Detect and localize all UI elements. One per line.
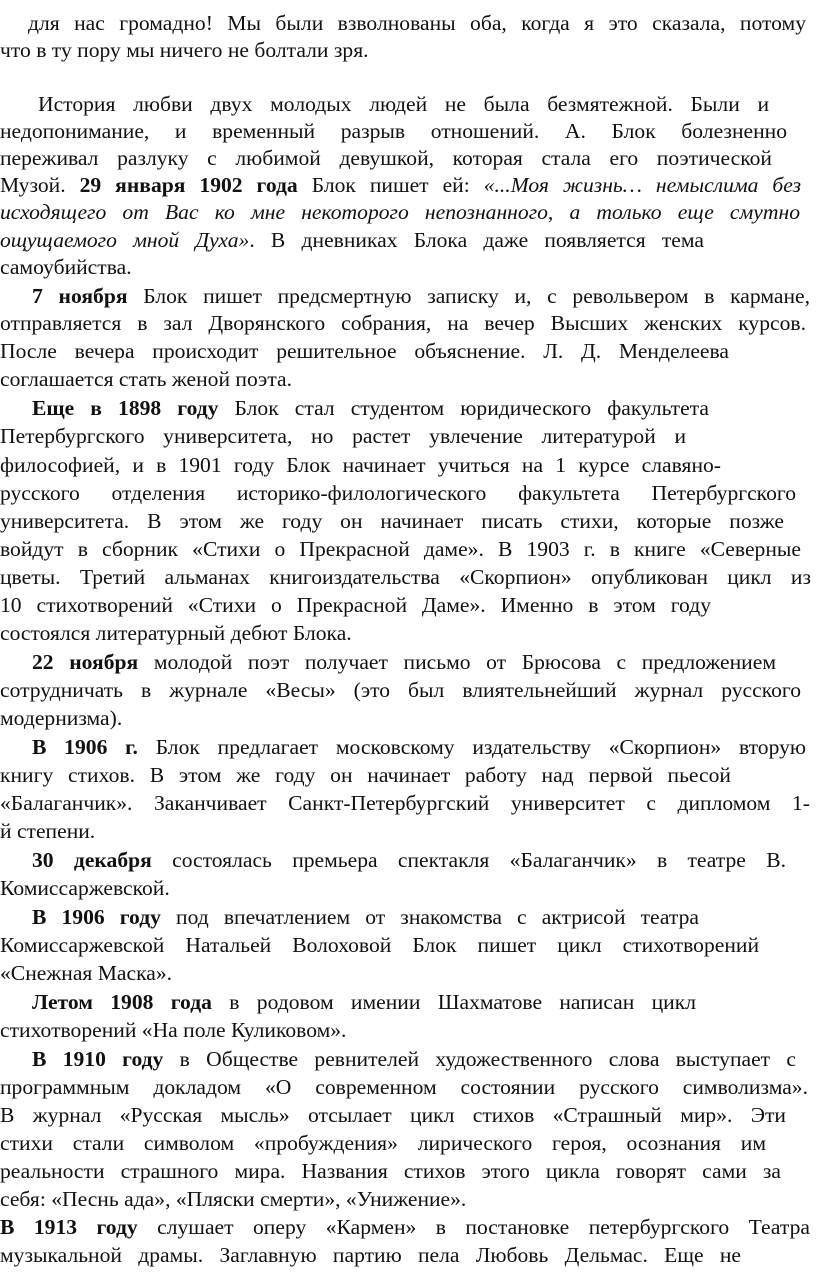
bold-date-text: 7 ноября <box>32 284 128 308</box>
text-line <box>0 452 816 479</box>
text-line <box>0 118 816 145</box>
body-text: в родовом имении Шахматове написан цикл <box>211 990 697 1014</box>
body-text: Музой. <box>0 173 80 197</box>
text-line <box>0 705 816 732</box>
body-text: 10 стихотворений «Стихи о Прекрасной Даме». Именно в этом году <box>0 593 711 617</box>
text-line <box>0 1214 816 1241</box>
text-line <box>0 254 816 281</box>
text-line <box>0 37 816 64</box>
text-line <box>0 875 816 902</box>
body-text: В журнал «Русская мысль» отсылает цикл стихов «Страшный мир». Эти <box>0 1103 786 1127</box>
bold-date-text: Летом 1908 года <box>32 990 212 1014</box>
body-text: себя: «Песнь ада», «Пляски смерти», «Унижение». <box>0 1187 467 1211</box>
text-line <box>0 145 816 172</box>
body-text: Блок предлагает московскому издательству «Скорпион» вторую <box>137 735 807 759</box>
text-line <box>0 649 816 676</box>
body-text: недопонимание, и временный разрыв отношений. А. Блок болезненно <box>0 119 787 143</box>
body-text: Блок пишет предсмертную записку и, с револьвером в кармане, <box>127 284 810 308</box>
body-text: «Снежная Маска». <box>0 961 173 985</box>
text-line <box>0 762 816 789</box>
text-line <box>0 395 816 422</box>
bold-date-text: В 1906 году <box>32 905 161 929</box>
body-text: переживал разлуку с любимой девушкой, которая стала его поэтической <box>0 146 772 170</box>
text-line <box>0 620 816 647</box>
body-text: цветы. Третий альманах книгоиздательства «Скорпион» опубликован цикл из <box>0 565 811 589</box>
text-line <box>0 818 816 845</box>
text-line <box>0 283 816 310</box>
text-line <box>0 366 816 393</box>
body-text: соглашается стать женой поэта. <box>0 367 293 391</box>
body-text: После вечера происходит решительное объяснение. Л. Д. Менделеева <box>0 339 729 363</box>
body-text: самоубийства. <box>0 255 132 279</box>
body-text: что в ту пору мы ничего не болтали зря. <box>0 38 369 62</box>
body-text: й степени. <box>0 819 96 843</box>
text-line <box>0 338 816 365</box>
body-text: русского отделения историко-филологического факультета Петербургского <box>0 481 796 505</box>
text-line <box>0 227 816 254</box>
body-text: в Обществе ревнителей художественного слова выступает с <box>163 1047 796 1071</box>
text-line <box>0 592 816 619</box>
text-line <box>0 1130 816 1157</box>
text-line <box>0 1017 816 1044</box>
body-text: программным докладом «О современном состоянии русского символизма». <box>0 1075 808 1099</box>
text-line <box>0 932 816 959</box>
body-text: философией, и в 1901 году Блок начинает учиться на 1 курсе славяно- <box>0 453 721 477</box>
body-text: сотрудничать в журнале «Весы» (это был влиятельнейший журнал русского <box>0 678 801 702</box>
text-line <box>0 423 816 450</box>
body-text: состоялась премьера спектакля «Балаганчик» в театре В. <box>151 848 786 872</box>
bold-date-text: В 1906 г. <box>32 735 138 759</box>
text-line <box>0 847 816 874</box>
text-line <box>0 172 816 199</box>
text-line <box>0 10 816 37</box>
text-line <box>0 1186 816 1213</box>
bold-date-text: Еще в 1898 году <box>32 396 219 420</box>
body-text: Комиссаржевской Натальей Волоховой Блок пишет цикл стихотворений <box>0 933 759 957</box>
italic-quote-text: исходящего от Вас ко мне некоторого непознанного, а только еще смутно <box>0 200 800 224</box>
body-text: книгу стихов. В этом же году он начинает работу над первой пьесой <box>0 763 731 787</box>
body-text: реальности страшного мира. Названия стихов этого цикла говорят сами за <box>0 1159 781 1183</box>
text-line <box>0 480 816 507</box>
body-text: . В дневниках Блока даже появляется тема <box>249 228 704 252</box>
text-line <box>0 734 816 761</box>
text-line <box>0 1074 816 1101</box>
text-line <box>0 508 816 535</box>
italic-quote-text: «...Моя жизнь… немыслима без <box>483 173 802 197</box>
body-text: войдут в сборник «Стихи о Прекрасной даме». В 1903 г. в книге «Северные <box>0 537 801 561</box>
body-text: «Балаганчик». Заканчивает Санкт-Петербургский университет с дипломом 1- <box>0 791 810 815</box>
body-text: История любви двух молодых людей не была безмятежной. Были и <box>38 92 769 116</box>
text-line <box>0 1102 816 1129</box>
body-text: музыкальной драмы. Заглавную партию пела Любовь Дельмас. Еще не <box>0 1243 741 1267</box>
bold-date-text: 22 ноября <box>32 650 139 674</box>
body-text: университета. В этом же году он начинает писать стихи, которые позже <box>0 509 784 533</box>
text-line <box>0 904 816 931</box>
text-line <box>0 91 816 118</box>
body-text: слушает оперу «Кармен» в постановке петербургского Театра <box>137 1215 810 1239</box>
body-text: модернизма). <box>0 706 123 730</box>
text-line <box>0 310 816 337</box>
bold-date-text: В 1913 году <box>0 1215 138 1239</box>
italic-quote-text: ощущаемого мной Духа» <box>0 228 250 252</box>
text-line <box>0 1046 816 1073</box>
bold-date-text: 29 января 1902 года <box>79 173 298 197</box>
body-text: молодой поэт получает письмо от Брюсова с предложением <box>138 650 776 674</box>
text-line <box>0 677 816 704</box>
body-text: состоялся литературный дебют Блока. <box>0 621 352 645</box>
text-line <box>0 564 816 591</box>
text-line <box>0 790 816 817</box>
bold-date-text: 30 декабря <box>32 848 152 872</box>
body-text: стихи стали символом «пробуждения» лирического героя, осознания им <box>0 1131 766 1155</box>
body-text: Блок пишет ей: <box>297 173 484 197</box>
body-text: Петербургского университета, но растет увлечение литературой и <box>0 424 686 448</box>
text-line <box>0 1242 816 1269</box>
body-text: стихотворений «На поле Куликовом». <box>0 1018 347 1042</box>
body-text: для нас громадно! Мы были взволнованы оба, когда я это сказала, потому <box>28 11 806 35</box>
text-line <box>0 989 816 1016</box>
text-line <box>0 536 816 563</box>
body-text: Комиссаржевской. <box>0 876 170 900</box>
body-text: под впечатлением от знакомства с актрисой театра <box>160 905 699 929</box>
text-line <box>0 960 816 987</box>
text-line <box>0 1158 816 1185</box>
body-text: Блок стал студентом юридического факультета <box>218 396 709 420</box>
text-line <box>0 199 816 226</box>
bold-date-text: В 1910 году <box>32 1047 164 1071</box>
body-text: отправляется в зал Дворянского собрания, на вечер Высших женских курсов. <box>0 311 806 335</box>
